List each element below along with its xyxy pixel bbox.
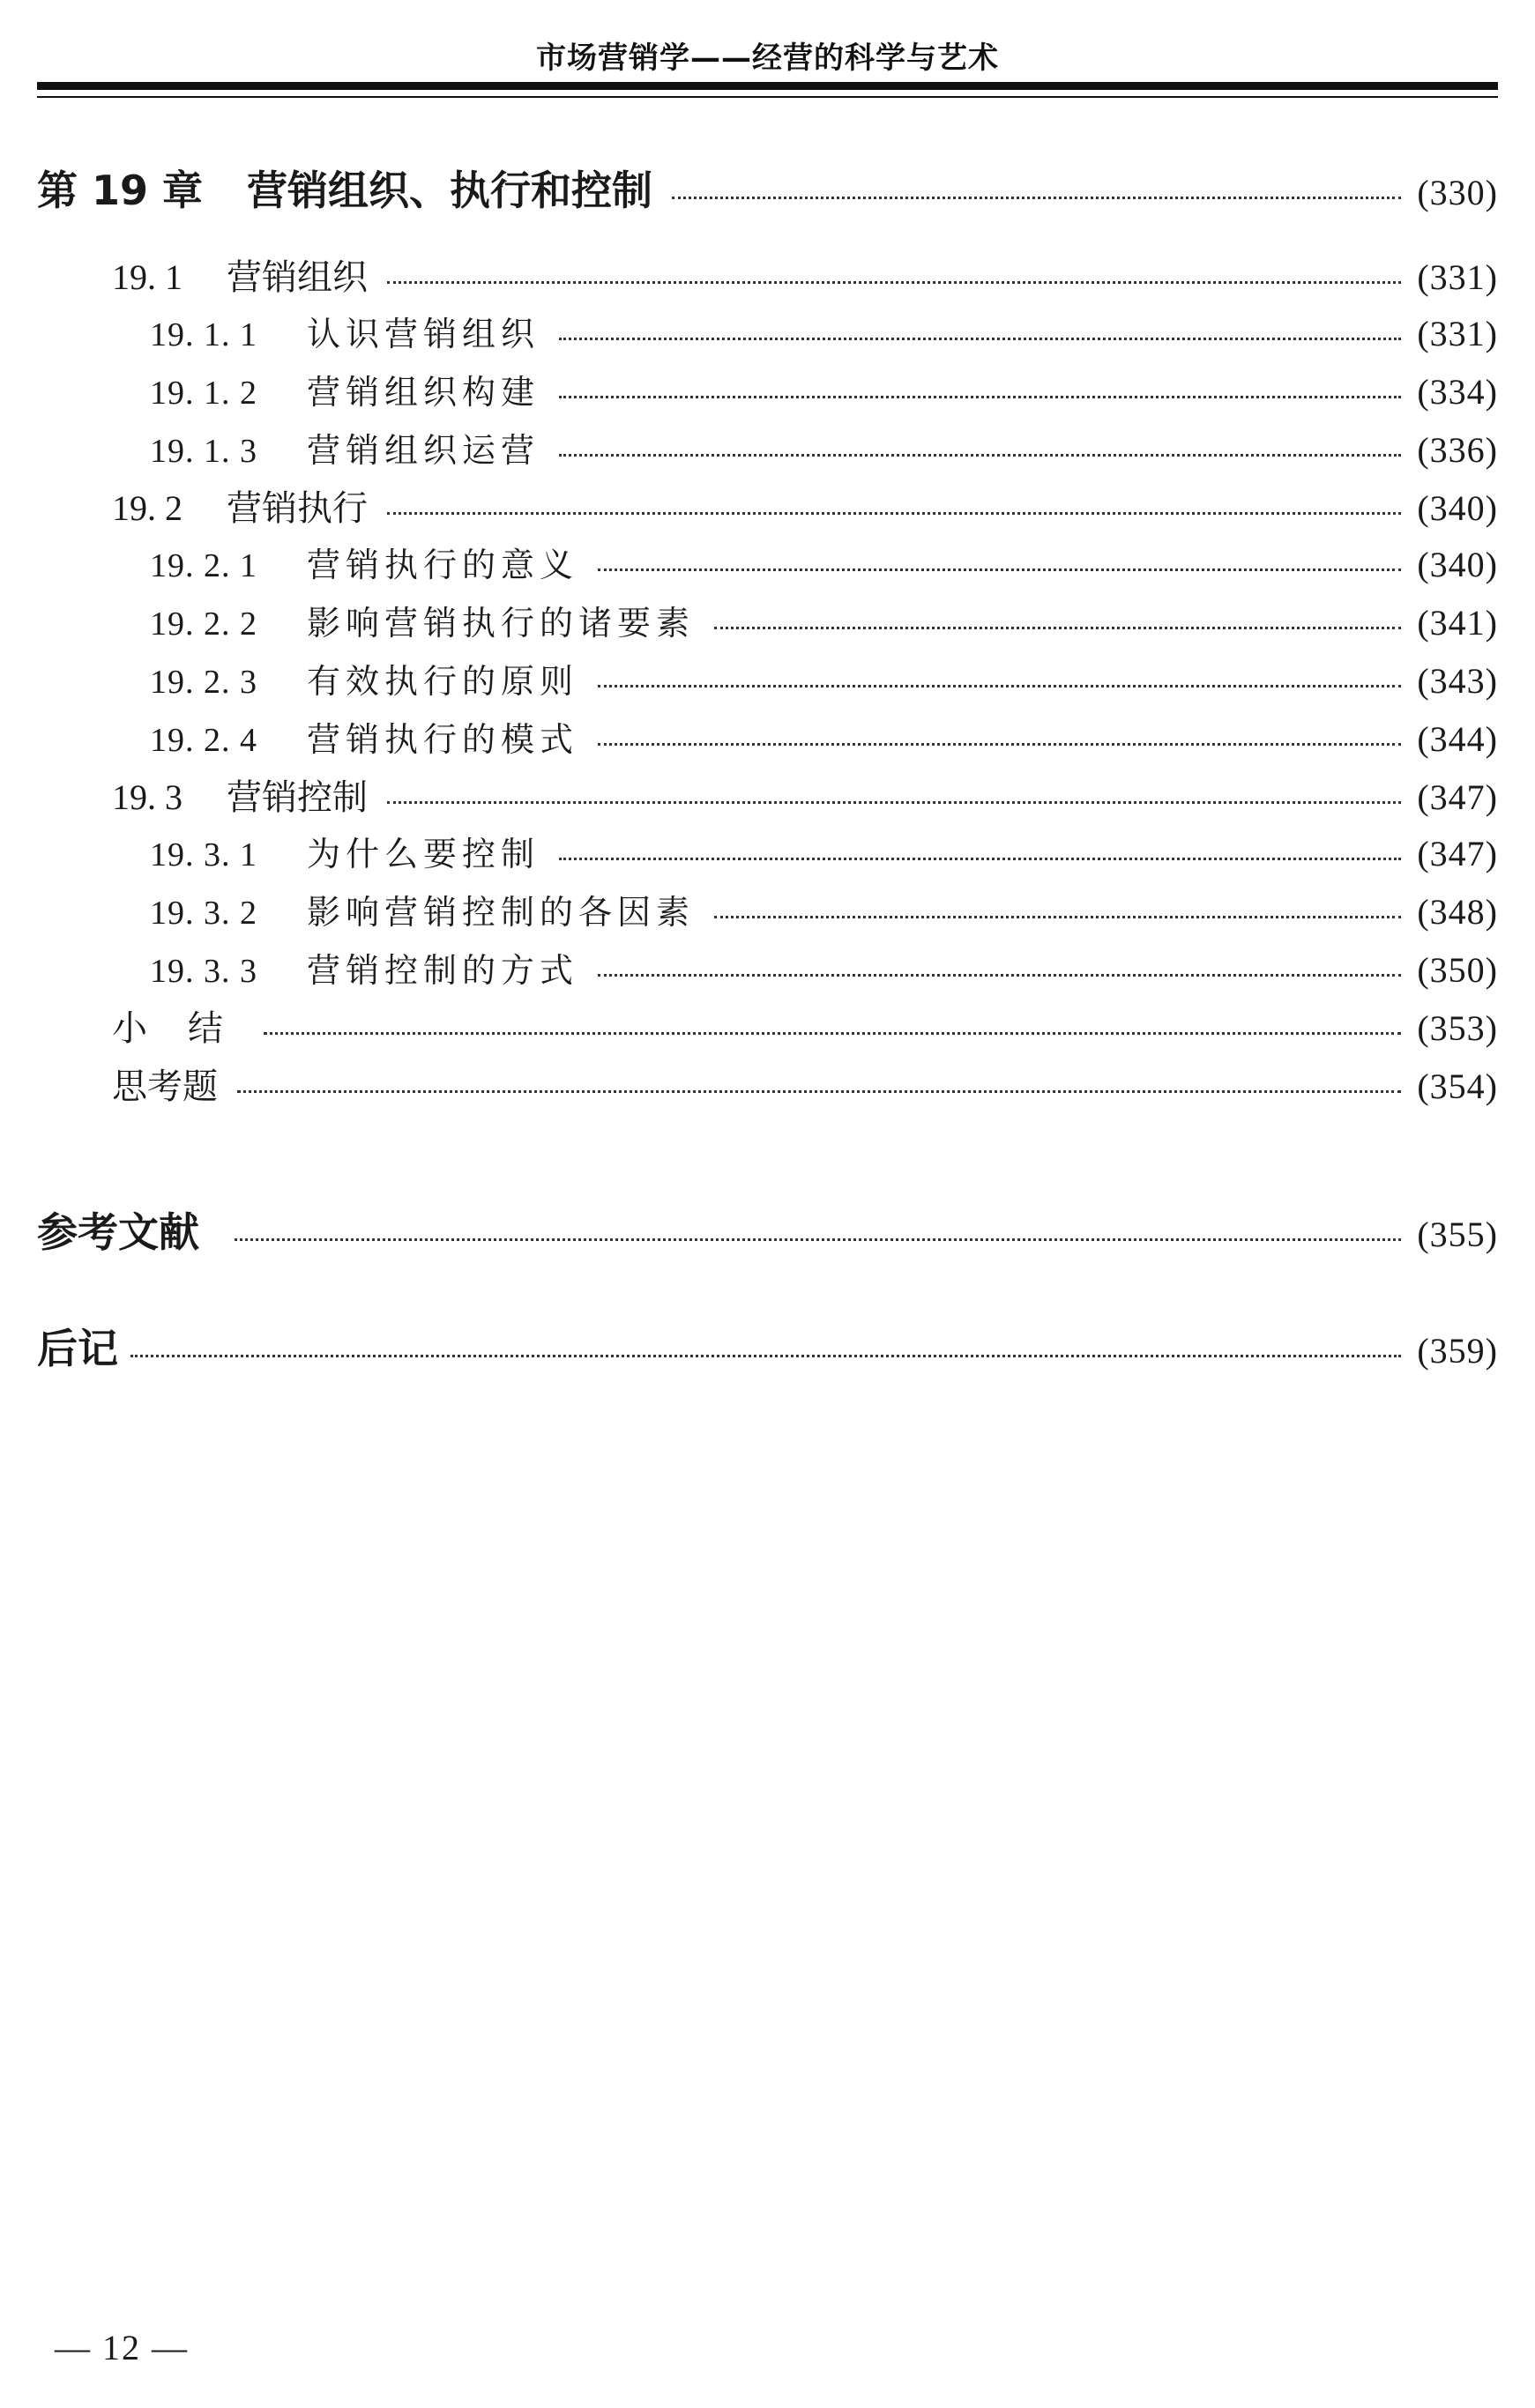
subsection-number: 19. 1. 2 bbox=[150, 375, 257, 412]
chapter-number: 第 19 章 bbox=[37, 167, 204, 214]
page-ref: (355) bbox=[1417, 1215, 1498, 1254]
toc-subsection-19-2-1[interactable] bbox=[150, 538, 1498, 586]
toc-afterword[interactable] bbox=[37, 1317, 1498, 1375]
dot-leader bbox=[559, 858, 1401, 860]
dot-leader bbox=[672, 197, 1401, 199]
subsection-title: 影响营销控制的各因素 bbox=[307, 893, 696, 932]
section-title: 营销组织 bbox=[227, 257, 368, 298]
questions-title: 思考题 bbox=[112, 1067, 218, 1107]
toc-subsection-19-3-3[interactable] bbox=[150, 943, 1498, 992]
dot-leader bbox=[237, 1090, 1401, 1093]
toc-references[interactable] bbox=[37, 1200, 1498, 1259]
summary-title: 小结 bbox=[112, 1008, 264, 1049]
section-number: 19. 2 bbox=[112, 488, 183, 528]
page-ref: (354) bbox=[1417, 1067, 1498, 1106]
dot-leader bbox=[559, 454, 1401, 457]
page-ref: (359) bbox=[1417, 1331, 1498, 1371]
dot-leader bbox=[387, 512, 1401, 515]
page-ref: (344) bbox=[1417, 719, 1498, 759]
toc-subsection-19-1-2[interactable] bbox=[150, 365, 1498, 413]
dot-leader bbox=[598, 974, 1401, 977]
toc-chapter-19[interactable] bbox=[37, 159, 1498, 217]
toc-subsection-19-3-1[interactable] bbox=[150, 827, 1498, 875]
subsection-title: 影响营销执行的诸要素 bbox=[307, 604, 696, 643]
toc-subsection-19-1-3[interactable] bbox=[150, 423, 1498, 472]
chapter-title: 营销组织、执行和控制 bbox=[247, 167, 653, 214]
page-ref: (334) bbox=[1417, 372, 1498, 412]
dot-leader bbox=[130, 1355, 1401, 1357]
toc-section-19-1[interactable] bbox=[112, 249, 1498, 300]
page-ref: (348) bbox=[1417, 892, 1498, 932]
running-header: 市场营销学——经营的科学与艺术 bbox=[536, 41, 999, 76]
subsection-number: 19. 2. 3 bbox=[150, 664, 257, 701]
dot-leader bbox=[714, 627, 1401, 629]
dot-leader bbox=[264, 1032, 1401, 1035]
dot-leader bbox=[559, 396, 1401, 398]
page-ref: (341) bbox=[1417, 603, 1498, 643]
section-title: 营销控制 bbox=[227, 777, 368, 818]
toc-subsection-19-2-3[interactable] bbox=[150, 654, 1498, 702]
toc-summary[interactable] bbox=[112, 1000, 1498, 1051]
toc-subsection-19-2-4[interactable] bbox=[150, 712, 1498, 761]
references-title: 参考文献 bbox=[37, 1208, 199, 1256]
dot-leader bbox=[598, 743, 1401, 746]
toc-section-19-3[interactable] bbox=[112, 769, 1498, 820]
subsection-number: 19. 2. 2 bbox=[150, 606, 257, 643]
subsection-title: 营销执行的意义 bbox=[307, 546, 579, 584]
subsection-number: 19. 3. 1 bbox=[150, 836, 257, 873]
subsection-title: 营销组织运营 bbox=[307, 431, 540, 470]
subsection-number: 19. 1. 3 bbox=[150, 433, 257, 470]
page-ref: (347) bbox=[1417, 834, 1498, 873]
page-ref: (353) bbox=[1417, 1008, 1498, 1048]
subsection-number: 19. 3. 3 bbox=[150, 953, 257, 990]
section-number: 19. 1 bbox=[112, 257, 183, 297]
afterword-title: 后记 bbox=[37, 1325, 118, 1372]
page-number: — 12 — bbox=[55, 2328, 189, 2367]
toc-subsection-19-2-2[interactable] bbox=[150, 596, 1498, 644]
subsection-number: 19. 2. 4 bbox=[150, 722, 257, 759]
page-ref: (336) bbox=[1417, 430, 1498, 470]
toc-questions[interactable] bbox=[112, 1059, 1498, 1109]
page-ref: (340) bbox=[1417, 488, 1498, 528]
toc-section-19-2[interactable] bbox=[112, 480, 1498, 531]
page-ref: (350) bbox=[1417, 950, 1498, 990]
dot-leader bbox=[598, 685, 1401, 687]
dot-leader bbox=[387, 801, 1401, 804]
subsection-title: 营销执行的模式 bbox=[307, 720, 579, 759]
toc-subsection-19-3-2[interactable] bbox=[150, 885, 1498, 933]
dot-leader bbox=[235, 1238, 1401, 1241]
dot-leader bbox=[714, 916, 1401, 918]
subsection-title: 为什么要控制 bbox=[307, 835, 540, 873]
subsection-title: 有效执行的原则 bbox=[307, 662, 579, 701]
subsection-number: 19. 1. 1 bbox=[150, 316, 257, 353]
subsection-title: 营销控制的方式 bbox=[307, 951, 579, 990]
page-ref: (331) bbox=[1417, 257, 1498, 297]
page-ref: (331) bbox=[1417, 314, 1498, 353]
dot-leader bbox=[598, 569, 1401, 571]
section-title: 营销执行 bbox=[227, 488, 368, 529]
subsection-title: 认识营销组织 bbox=[307, 315, 540, 353]
dot-leader bbox=[559, 338, 1401, 340]
page-ref: (330) bbox=[1417, 173, 1498, 212]
dot-leader bbox=[387, 281, 1401, 284]
subsection-number: 19. 3. 2 bbox=[150, 895, 257, 932]
section-number: 19. 3 bbox=[112, 777, 183, 817]
toc-subsection-19-1-1[interactable] bbox=[150, 307, 1498, 355]
subsection-number: 19. 2. 1 bbox=[150, 547, 257, 584]
page-ref: (340) bbox=[1417, 545, 1498, 584]
page-ref: (343) bbox=[1417, 661, 1498, 701]
subsection-title: 营销组织构建 bbox=[307, 373, 540, 412]
page-ref: (347) bbox=[1417, 777, 1498, 817]
